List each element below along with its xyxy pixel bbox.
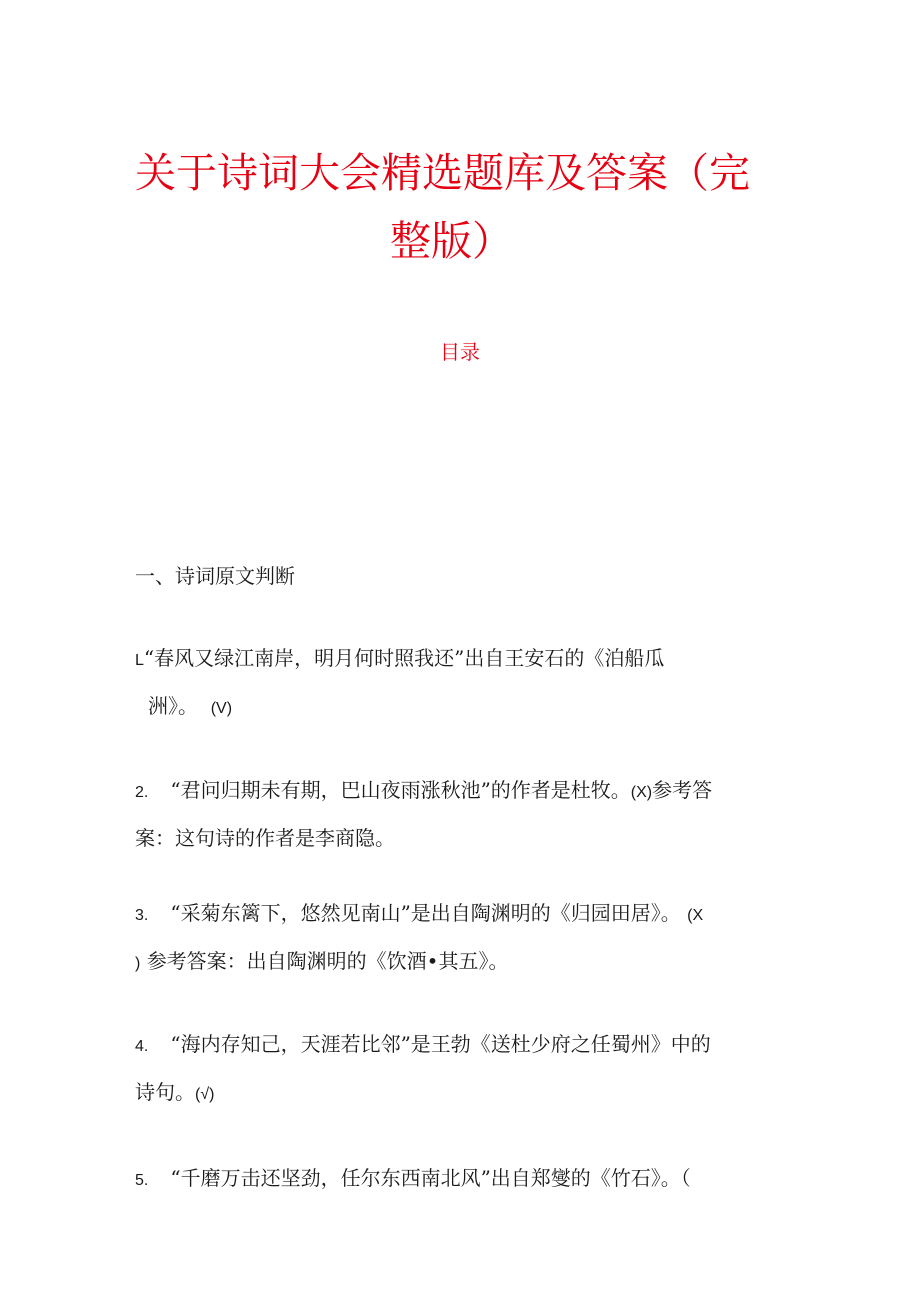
- question-3-text-cont: 参考答案：出自陶渊明的《饮酒•其五》。: [146, 949, 509, 973]
- question-4-answer-mark: (√): [195, 1086, 215, 1103]
- question-1-text: “春风又绿江南岸，明月何时照我还”出自王安石的《泊船瓜: [143, 646, 665, 670]
- question-1-number: L: [135, 652, 144, 669]
- question-1-line-1: [135, 642, 664, 671]
- question-3-answer-mark: (X: [687, 907, 704, 924]
- question-2-line-2: [135, 822, 395, 851]
- question-3-text: “采菊东篱下，悠然见南山”是出自陶渊明的《归园田居》。: [170, 901, 681, 925]
- question-2-number: 2.: [135, 784, 149, 801]
- document-title-line-1: 关于诗词大会精选题库及答案（完: [135, 149, 750, 197]
- document-title-line-2: 整版）: [390, 217, 513, 265]
- question-1-line-2: [148, 690, 232, 719]
- question-2-answer-mark: (X): [630, 784, 653, 801]
- question-4-line-2: [135, 1076, 214, 1105]
- question-4-text: “海内存知己，天涯若比邻”是王勃《送杜少府之任蜀州》中的: [170, 1032, 711, 1056]
- question-3-number: 3.: [135, 907, 149, 924]
- question-4-line-1: [135, 1028, 711, 1057]
- question-2-text: “君问归期未有期，巴山夜雨涨秋池”的作者是杜牧。: [170, 778, 631, 802]
- question-3-line-1: [135, 897, 703, 926]
- question-2-text-tail: 参考答: [652, 778, 713, 802]
- section-heading: 一、诗词原文判断: [135, 564, 295, 588]
- question-4-text-cont: 诗句。: [135, 1080, 195, 1104]
- question-1-text-cont: 洲》。: [148, 694, 198, 718]
- question-3-line-2: [135, 945, 508, 974]
- question-2-line-1: [135, 774, 712, 803]
- question-1-answer-mark: (V): [210, 700, 233, 717]
- table-of-contents-label: 目录: [440, 340, 480, 364]
- question-4-number: 4.: [135, 1038, 149, 1055]
- question-5-number: 5.: [135, 1172, 149, 1189]
- question-2-text-cont: 案：这句诗的作者是李商隐。: [135, 826, 395, 850]
- question-5-text: “千磨万击还坚劲，任尔东西南北风”出自郑燮的《竹石》。（: [170, 1166, 691, 1190]
- question-3-answer-mark-close: ): [135, 955, 141, 972]
- question-5-line-1: [135, 1162, 691, 1191]
